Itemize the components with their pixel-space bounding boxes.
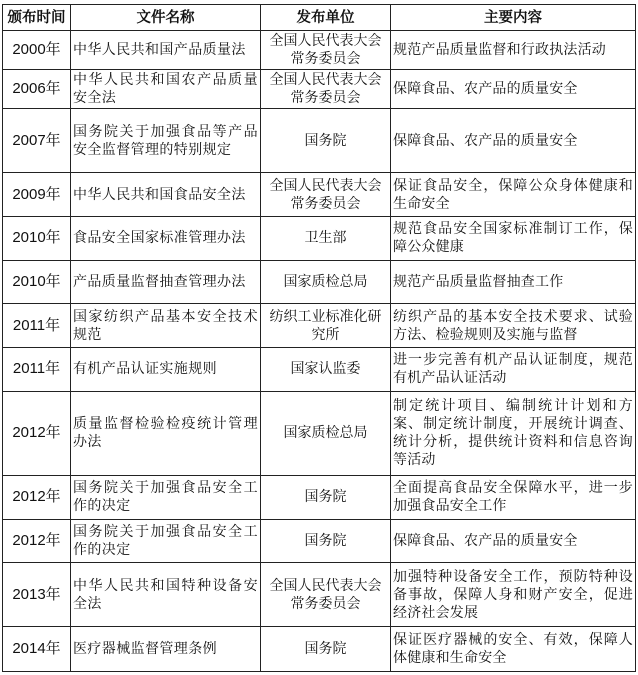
- cell-year: 2013年: [3, 563, 71, 627]
- table-row: [3, 304, 636, 348]
- cell-name: 国务院关于加强食品等产品安全监督管理的特别规定: [71, 109, 261, 173]
- table-row: [3, 347, 636, 391]
- cell-name: 国务院关于加强食品安全工作的决定: [71, 475, 261, 519]
- cell-name: 国家纺织产品基本安全技术规范: [71, 304, 261, 348]
- cell-unit: 国家质检总局: [261, 391, 391, 475]
- cell-content: 纺织产品的基本安全技术要求、试验方法、检验规则及实施与监督: [391, 304, 636, 348]
- cell-unit: 国务院: [261, 519, 391, 563]
- cell-content: 保障食品、农产品的质量安全: [391, 109, 636, 173]
- table-row: [3, 391, 636, 475]
- cell-content: 保证医疗器械的安全、有效，保障人体健康和生命安全: [391, 627, 636, 672]
- cell-name: 食品安全国家标准管理办法: [71, 216, 261, 260]
- cell-year: 2010年: [3, 216, 71, 260]
- cell-year: 2012年: [3, 475, 71, 519]
- cell-year: 2012年: [3, 391, 71, 475]
- cell-name: 质量监督检验检疫统计管理办法: [71, 391, 261, 475]
- cell-name: 产品质量监督抽查管理办法: [71, 260, 261, 304]
- cell-unit: 国务院: [261, 627, 391, 672]
- table-row: [3, 519, 636, 563]
- header-unit: 发布单位: [261, 5, 391, 31]
- cell-unit: 全国人民代表大会常务委员会: [261, 31, 391, 70]
- table-row: [3, 69, 636, 109]
- header-year: 颁布时间: [3, 5, 71, 31]
- table-row: [3, 216, 636, 260]
- header-name: 文件名称: [71, 5, 261, 31]
- table-row: [3, 31, 636, 70]
- table-row: [3, 563, 636, 627]
- cell-year: 2007年: [3, 109, 71, 173]
- cell-name: 中华人民共和国产品质量法: [71, 31, 261, 70]
- cell-name: 国务院关于加强食品安全工作的决定: [71, 519, 261, 563]
- table-row: [3, 627, 636, 672]
- cell-unit: 国家质检总局: [261, 260, 391, 304]
- cell-content: 规范产品质量监督和行政执法活动: [391, 31, 636, 70]
- regulations-table: [2, 4, 636, 672]
- table-row: [3, 109, 636, 173]
- cell-content: 保障食品、农产品的质量安全: [391, 69, 636, 109]
- cell-unit: 国务院: [261, 475, 391, 519]
- cell-name: 中华人民共和国特种设备安全法: [71, 563, 261, 627]
- cell-unit: 卫生部: [261, 216, 391, 260]
- cell-year: 2012年: [3, 519, 71, 563]
- cell-unit: 国务院: [261, 109, 391, 173]
- cell-content: 制定统计项目、编制统计计划和方案、制定统计制度，开展统计调查、统计分析，提供统计资料和信息咨询等活动: [391, 391, 636, 475]
- cell-content: 规范食品安全国家标准制订工作，保障公众健康: [391, 216, 636, 260]
- cell-unit: 国家认监委: [261, 347, 391, 391]
- cell-year: 2014年: [3, 627, 71, 672]
- cell-name: 医疗器械监督管理条例: [71, 627, 261, 672]
- cell-name: 有机产品认证实施规则: [71, 347, 261, 391]
- cell-year: 2011年: [3, 347, 71, 391]
- cell-content: 保障食品、农产品的质量安全: [391, 519, 636, 563]
- cell-year: 2010年: [3, 260, 71, 304]
- cell-content: 保证食品安全，保障公众身体健康和生命安全: [391, 173, 636, 217]
- cell-unit: 全国人民代表大会常务委员会: [261, 563, 391, 627]
- cell-year: 2006年: [3, 69, 71, 109]
- table-row: [3, 475, 636, 519]
- cell-content: 进一步完善有机产品认证制度，规范有机产品认证活动: [391, 347, 636, 391]
- cell-year: 2009年: [3, 173, 71, 217]
- table-row: [3, 173, 636, 217]
- cell-content: 规范产品质量监督抽查工作: [391, 260, 636, 304]
- table-row: [3, 260, 636, 304]
- cell-unit: 全国人民代表大会常务委员会: [261, 173, 391, 217]
- cell-year: 2000年: [3, 31, 71, 70]
- cell-unit: 纺织工业标准化研究所: [261, 304, 391, 348]
- header-content: 主要内容: [391, 5, 636, 31]
- cell-content: 加强特种设备安全工作，预防特种设备事故，保障人身和财产安全，促进经济社会发展: [391, 563, 636, 627]
- table-header-row: [3, 5, 636, 31]
- cell-year: 2011年: [3, 304, 71, 348]
- cell-name: 中华人民共和国农产品质量安全法: [71, 69, 261, 109]
- cell-content: 全面提高食品安全保障水平，进一步加强食品安全工作: [391, 475, 636, 519]
- cell-name: 中华人民共和国食品安全法: [71, 173, 261, 217]
- cell-unit: 全国人民代表大会常务委员会: [261, 69, 391, 109]
